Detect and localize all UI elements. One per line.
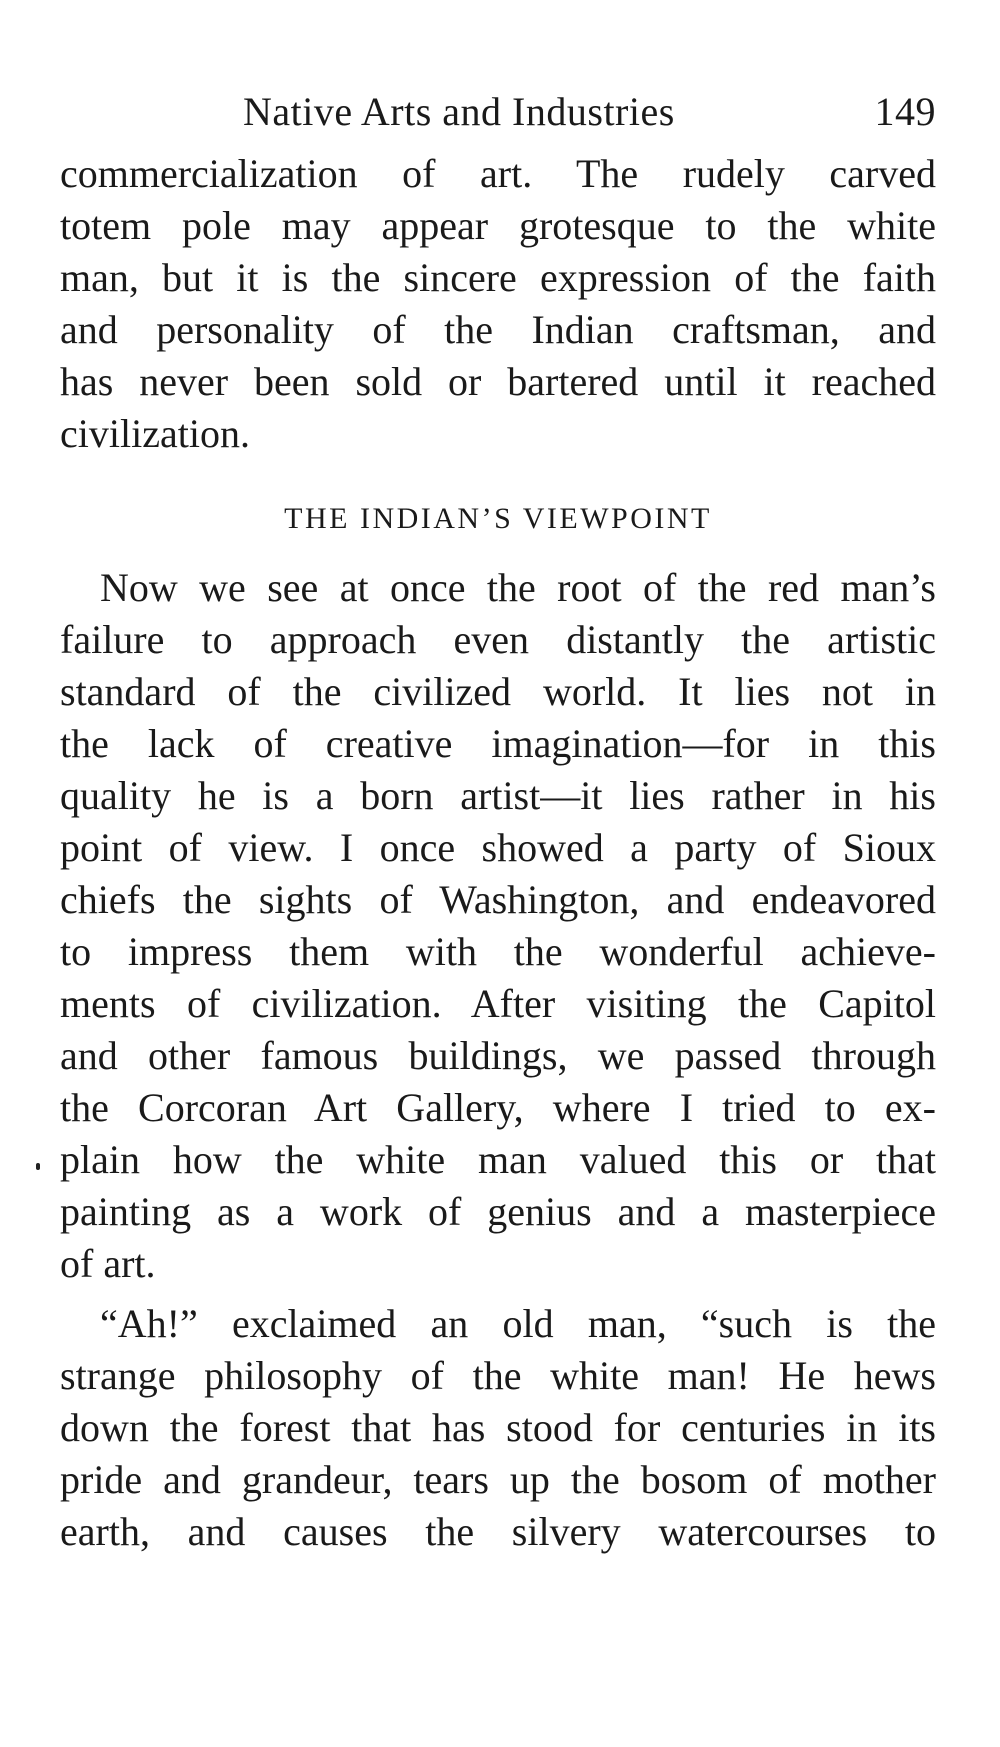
ink-speck bbox=[36, 1163, 40, 1170]
running-head bbox=[60, 82, 936, 142]
text-line: Now we see at once the root of the red man’s bbox=[100, 565, 936, 610]
text-line: quality he is a born artist—it lies rather in his bbox=[60, 773, 936, 818]
text-line: chiefs the sights of Washington, and endeavored bbox=[60, 877, 936, 922]
text-line: standard of the civilized world. It lies not in bbox=[60, 669, 936, 714]
paragraph-gap bbox=[60, 1290, 936, 1298]
text-line: down the forest that has stood for centuries in its bbox=[60, 1405, 936, 1450]
text-line: and personality of the Indian craftsman, and bbox=[60, 307, 936, 352]
text-line: man, but it is the sincere expression of the faith bbox=[60, 255, 936, 300]
text-line: earth, and causes the silvery watercourses to bbox=[60, 1509, 936, 1554]
text-line: the lack of creative imagination—for in this bbox=[60, 721, 936, 766]
text-line: commercialization of art. The rudely carved bbox=[60, 151, 936, 196]
text-line: failure to approach even distantly the artistic bbox=[60, 617, 936, 662]
text-line: to impress them with the wonderful achieve- bbox=[60, 929, 936, 974]
paragraph bbox=[60, 1298, 936, 1558]
text-line: point of view. I once showed a party of Sioux bbox=[60, 825, 936, 870]
section-heading: THE INDIAN’S VIEWPOINT bbox=[284, 502, 712, 535]
text-line: has never been sold or bartered until it reached bbox=[60, 359, 936, 404]
text-line: totem pole may appear grotesque to the white bbox=[60, 203, 936, 248]
text-line: and other famous buildings, we passed through bbox=[60, 1033, 936, 1078]
text-line: strange philosophy of the white man! He hews bbox=[60, 1353, 936, 1398]
body-text bbox=[60, 148, 936, 1558]
text-line: the Corcoran Art Gallery, where I tried to ex- bbox=[60, 1085, 936, 1130]
text-line: painting as a work of genius and a masterpiece bbox=[60, 1189, 936, 1234]
paragraph bbox=[60, 562, 936, 1290]
paragraph bbox=[60, 148, 936, 460]
text-line: pride and grandeur, tears up the bosom of mother bbox=[60, 1457, 936, 1502]
page-number: 149 bbox=[874, 89, 936, 134]
text-line: ments of civilization. After visiting the Capitol bbox=[60, 981, 936, 1026]
running-title: Native Arts and Industries bbox=[243, 89, 675, 134]
text-line: plain how the white man valued this or that bbox=[60, 1137, 936, 1182]
text-line: civilization. bbox=[60, 411, 250, 456]
text-line: of art. bbox=[60, 1241, 156, 1286]
text-line: “Ah!” exclaimed an old man, “such is the bbox=[100, 1301, 936, 1346]
